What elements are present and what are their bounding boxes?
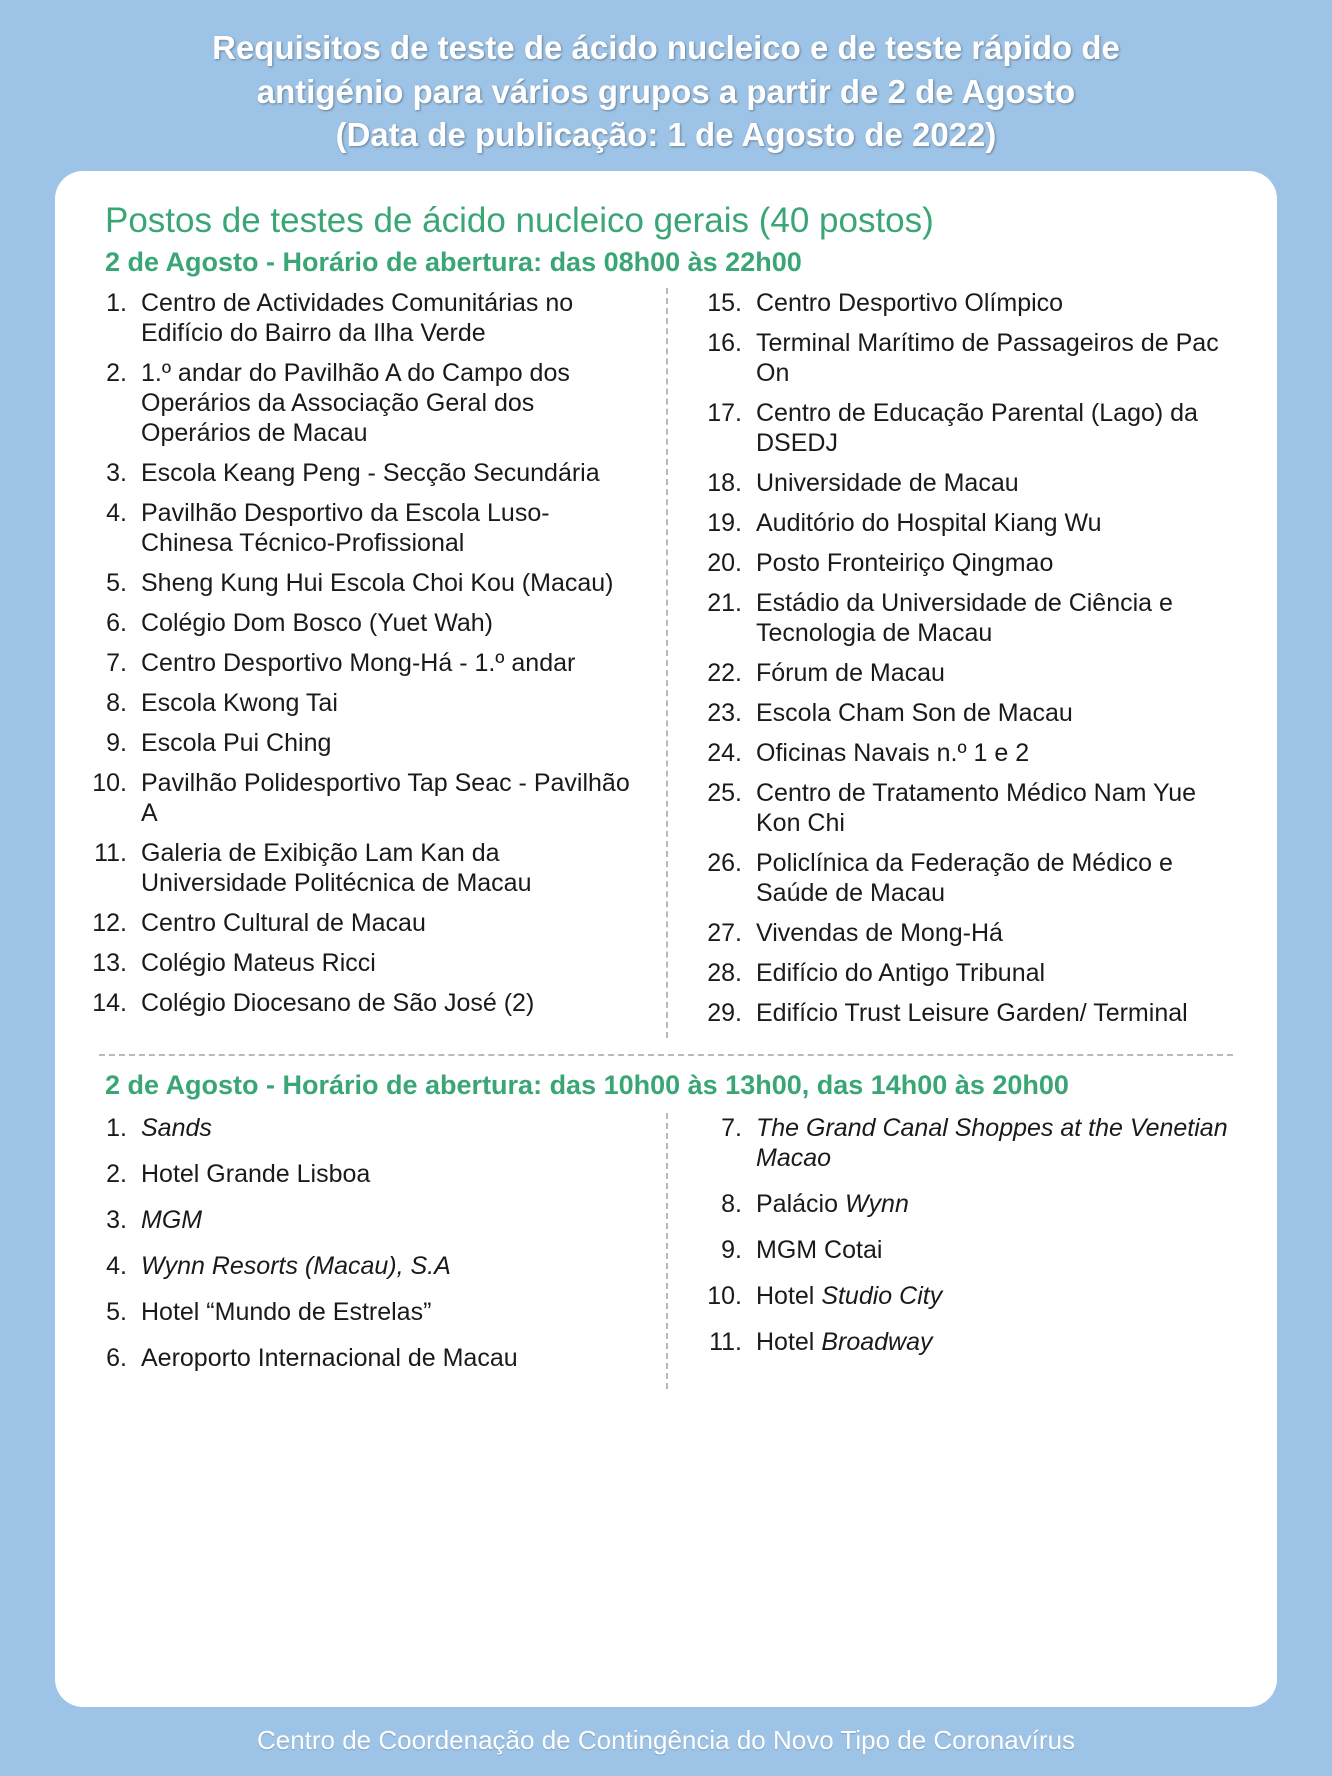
list-item-label: MGM [141, 1205, 203, 1234]
list-item-number: 29. [707, 998, 742, 1027]
list-item [89, 498, 640, 558]
list-item-number: 1. [106, 1113, 127, 1142]
list-item-number: 8. [106, 688, 127, 717]
list-item-label: Colégio Diocesano de São José (2) [141, 988, 535, 1017]
list-item-label: Vivendas de Mong-Há [756, 918, 1003, 947]
list-item-label: Sheng Kung Hui Escola Choi Kou (Macau) [141, 568, 614, 597]
header-line-3: (Data de publicação: 1 de Agosto de 2022) [335, 116, 997, 154]
list-item [704, 398, 1243, 458]
list-item [704, 778, 1243, 838]
list-item-label-emphasis: Broadway [821, 1327, 933, 1356]
list-item [704, 848, 1243, 908]
casino-stations-list-right [704, 1113, 1243, 1357]
list-item-number: 19. [707, 508, 742, 537]
list-item-number: 26. [707, 848, 742, 877]
list-item-label: Edifício do Antigo Tribunal [756, 958, 1046, 987]
list-item [89, 648, 640, 678]
schedule-title-2: 2 de Agosto - Horário de abertura: das 10h00 às 13h00, das 14h00 às 20h00 [105, 1069, 1069, 1100]
list-item-label: Oficinas Navais n.º 1 e 2 [756, 738, 1030, 767]
list-item-label: Wynn Resorts (Macau), S.A [141, 1251, 451, 1280]
list-item [704, 918, 1243, 948]
list-item-number: 27. [707, 918, 742, 947]
list-item-number: 22. [707, 658, 742, 687]
list-item-label: Centro Desportivo Olímpico [756, 288, 1064, 317]
list-item-number: 15. [707, 288, 742, 317]
list-item-label: Hotel Studio City [756, 1281, 943, 1310]
list-item-number: 23. [707, 698, 742, 727]
list-item-number: 4. [106, 1251, 127, 1280]
list-item-label: Policlínica da Federação de Médico e Saúde de Macau [756, 848, 1173, 907]
list-item [89, 1297, 640, 1327]
list-item [704, 588, 1243, 648]
list-item [89, 688, 640, 718]
general-stations-list-right [704, 288, 1243, 1028]
list-item-label: Fórum de Macau [756, 658, 945, 687]
casino-stations-left-column [89, 1113, 666, 1389]
list-item-label: Terminal Marítimo de Passageiros de Pac On [756, 328, 1219, 387]
list-item-label-emphasis: Wynn [844, 1189, 909, 1218]
list-item-label: Auditório do Hospital Kiang Wu [756, 508, 1102, 537]
list-item [704, 468, 1243, 498]
list-item-label: Estádio da Universidade de Ciência e Tecnologia de Macau [756, 588, 1173, 647]
list-item [89, 458, 640, 488]
list-item [89, 1159, 640, 1189]
list-item [89, 568, 640, 598]
list-item-number: 8. [721, 1189, 742, 1218]
list-item-label: Centro de Actividades Comunitárias no Edifício do Bairro da Ilha Verde [141, 288, 574, 347]
schedule-title-1: 2 de Agosto - Horário de abertura: das 08h00 às 22h00 [105, 246, 802, 277]
poster-header [0, 0, 1332, 171]
list-item [89, 358, 640, 448]
list-item-number: 7. [106, 648, 127, 677]
list-item-number: 10. [92, 768, 127, 797]
list-item [704, 1235, 1243, 1265]
list-item-number: 2. [106, 1159, 127, 1188]
header-line-2: antigénio para vários grupos a partir de 2 de Agosto [256, 72, 1076, 110]
list-item [704, 288, 1243, 318]
general-stations-right-column [666, 288, 1243, 1038]
list-item-label: Pavilhão Polidesportivo Tap Seac - Pavilhão A [141, 768, 630, 827]
list-item-label: Posto Fronteiriço Qingmao [756, 548, 1054, 577]
list-item-number: 6. [106, 1343, 127, 1372]
list-item [89, 608, 640, 638]
list-item-number: 9. [721, 1235, 742, 1264]
list-item [89, 948, 640, 978]
list-item-label: Centro Cultural de Macau [141, 908, 426, 937]
list-item-number: 6. [106, 608, 127, 637]
list-item [89, 728, 640, 758]
list-item-number: 16. [707, 328, 742, 357]
list-item [89, 838, 640, 898]
list-item-label: Galeria de Exibição Lam Kan da Universidade Politécnica de Macau [141, 838, 532, 897]
list-item-label: The Grand Canal Shoppes at the Venetian Macao [756, 1113, 1228, 1172]
list-item [89, 1251, 640, 1281]
list-item-number: 25. [707, 778, 742, 807]
list-item-number: 28. [707, 958, 742, 987]
list-item-number: 3. [106, 1205, 127, 1234]
casino-stations-columns [89, 1113, 1243, 1389]
list-item-label: Sands [141, 1113, 212, 1142]
list-item [89, 988, 640, 1018]
casino-stations-list-left [89, 1113, 640, 1373]
general-stations-list-left [89, 288, 640, 1018]
section-divider [99, 1054, 1233, 1056]
list-item-number: 1. [106, 288, 127, 317]
list-item-label: Universidade de Macau [756, 468, 1019, 497]
list-item-label: Centro Desportivo Mong-Há - 1.º andar [141, 648, 576, 677]
list-item-number: 2. [106, 358, 127, 387]
list-item [704, 1281, 1243, 1311]
general-stations-left-column [89, 288, 666, 1038]
list-item-label: Escola Keang Peng - Secção Secundária [141, 458, 600, 487]
list-item-number: 14. [92, 988, 127, 1017]
list-item [704, 1327, 1243, 1357]
list-item-label: Palácio Wynn [756, 1189, 909, 1218]
list-item [704, 738, 1243, 768]
list-item-label: Edifício Trust Leisure Garden/ Terminal [756, 998, 1188, 1027]
list-item-number: 3. [106, 458, 127, 487]
casino-stations-right-column [666, 1113, 1243, 1389]
list-item-label: Hotel Broadway [756, 1327, 933, 1356]
list-item-number: 9. [106, 728, 127, 757]
list-item-label: Aeroporto Internacional de Macau [141, 1343, 518, 1372]
list-item-label: Escola Kwong Tai [141, 688, 338, 717]
list-item-label: Centro de Educação Parental (Lago) da DSEDJ [756, 398, 1198, 457]
list-item-label: Escola Pui Ching [141, 728, 332, 757]
list-item-label: 1.º andar do Pavilhão A do Campo dos Operários da Associação Geral dos Operários de Macau [141, 358, 570, 447]
list-item-number: 21. [707, 588, 742, 617]
header-line-1: Requisitos de teste de ácido nucleico e de teste rápido de [212, 29, 1120, 66]
list-item-number: 11. [709, 1327, 742, 1356]
list-item [89, 908, 640, 938]
list-item-number: 11. [94, 838, 127, 867]
list-item [704, 1113, 1243, 1173]
general-stations-columns [89, 288, 1243, 1038]
list-item-number: 18. [707, 468, 742, 497]
list-item-number: 20. [707, 548, 742, 577]
list-item [704, 998, 1243, 1028]
list-item [704, 1189, 1243, 1219]
list-item-label: Colégio Mateus Ricci [141, 948, 376, 977]
list-item [89, 288, 640, 348]
list-item-label-emphasis: Studio City [821, 1281, 943, 1310]
list-item-label: Centro de Tratamento Médico Nam Yue Kon Chi [756, 778, 1197, 837]
list-item-label: Hotel “Mundo de Estrelas” [141, 1297, 432, 1326]
list-item [89, 1205, 640, 1235]
list-item-label: MGM Cotai [756, 1235, 883, 1264]
list-item-number: 17. [707, 398, 742, 427]
list-item [704, 328, 1243, 388]
list-item-number: 13. [92, 948, 127, 977]
list-item-number: 4. [106, 498, 127, 527]
content-card [55, 171, 1277, 1707]
poster-footer: Centro de Coordenação de Contingência do Novo Tipo de Coronavírus [256, 1725, 1076, 1755]
section-title: Postos de testes de ácido nucleico gerais (40 postos) [105, 200, 934, 240]
list-item-label: Pavilhão Desportivo da Escola Luso-Chinesa Técnico-Profissional [141, 498, 550, 557]
list-item-number: 5. [106, 1297, 127, 1326]
list-item [89, 1113, 640, 1143]
list-item-label: Escola Cham Son de Macau [756, 698, 1073, 727]
list-item [704, 958, 1243, 988]
list-item-number: 24. [707, 738, 742, 767]
list-item-label: Hotel Grande Lisboa [141, 1159, 371, 1188]
list-item [704, 698, 1243, 728]
list-item-number: 12. [92, 908, 127, 937]
list-item-number: 10. [707, 1281, 742, 1310]
list-item [704, 658, 1243, 688]
list-item-label: Colégio Dom Bosco (Yuet Wah) [141, 608, 494, 637]
list-item [704, 548, 1243, 578]
list-item [89, 1343, 640, 1373]
list-item-number: 7. [721, 1113, 742, 1142]
list-item-number: 5. [106, 568, 127, 597]
list-item [89, 768, 640, 828]
list-item [704, 508, 1243, 538]
